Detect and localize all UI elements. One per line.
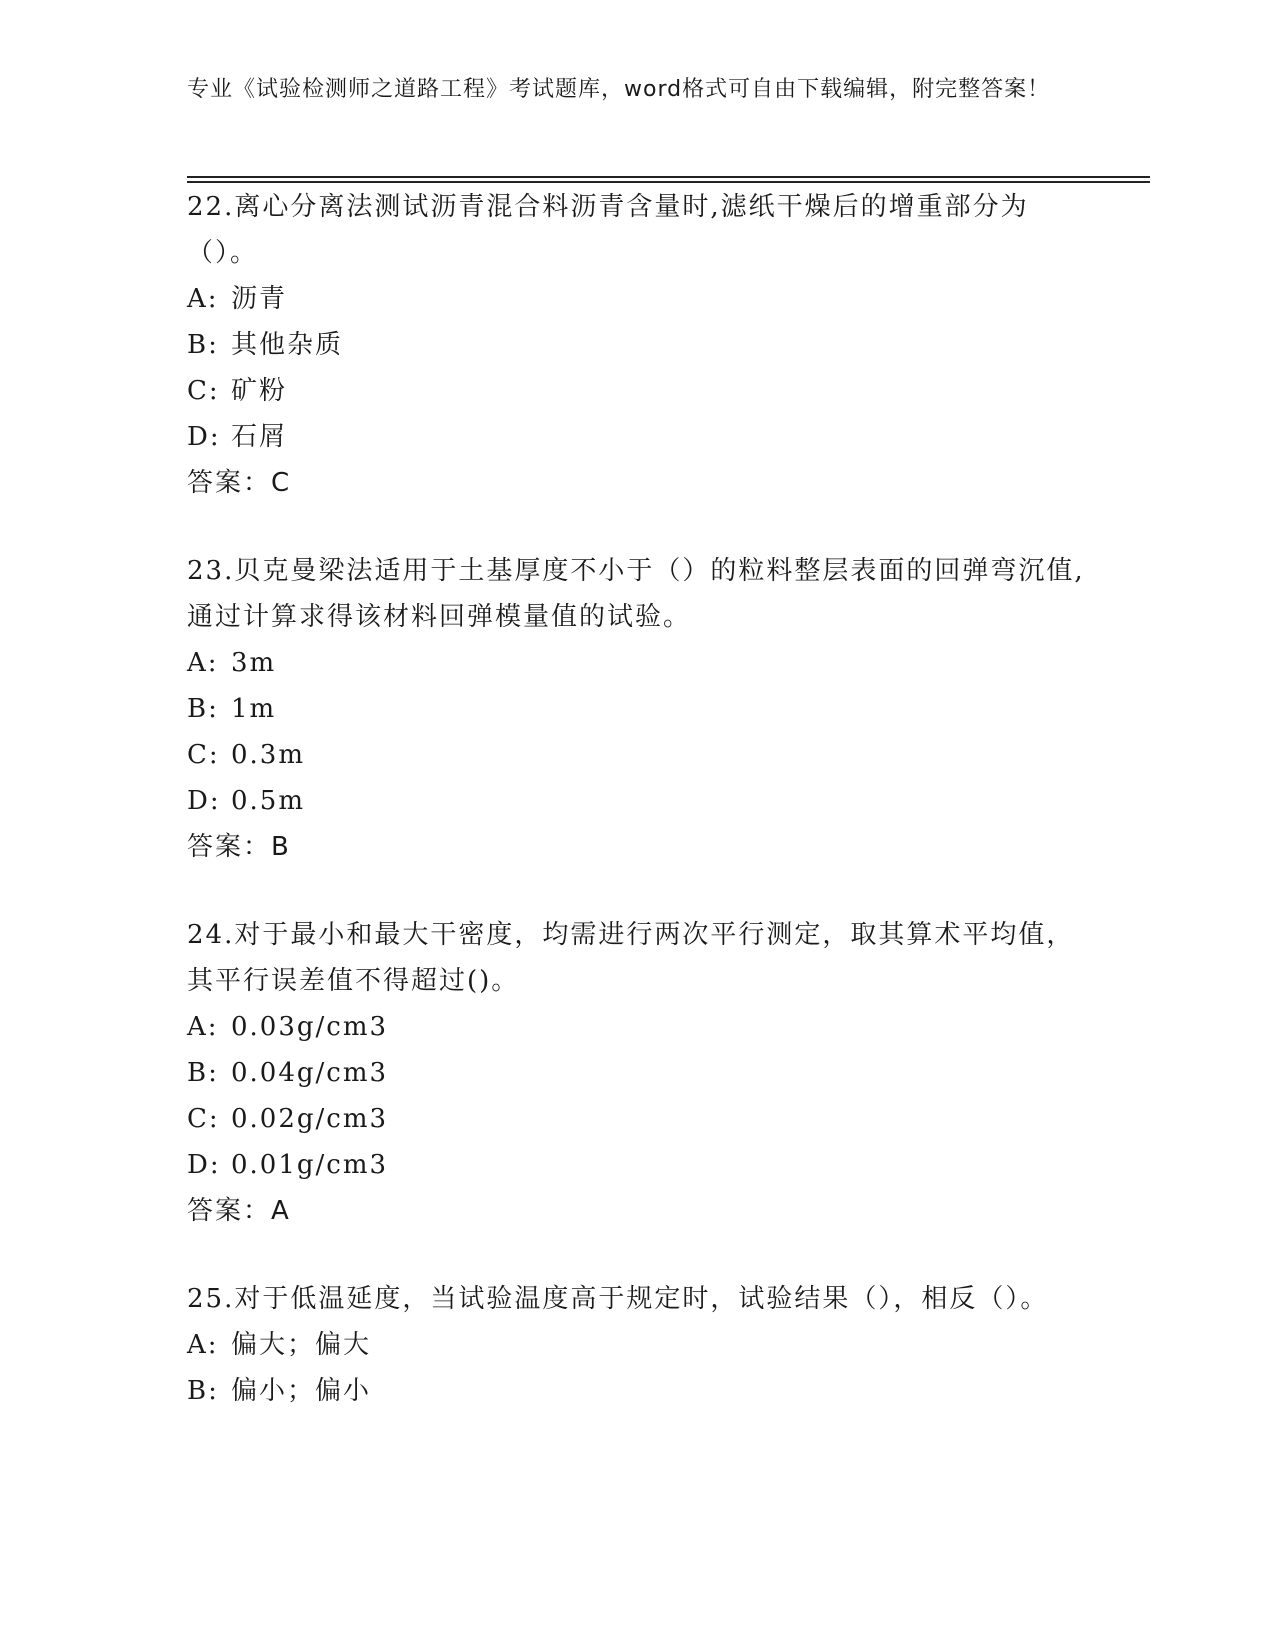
- answer: 答案：C: [187, 468, 292, 498]
- answer: 答案：B: [187, 832, 291, 862]
- option-b: [187, 1050, 1087, 1096]
- header-divider-bottom: [187, 181, 1150, 183]
- option-text: 1m: [231, 694, 277, 724]
- question-text: 25.对于低温延度，当试验温度高于规定时，试验结果（），相反（）。: [187, 1284, 1049, 1314]
- option-letter: B:: [187, 1376, 219, 1406]
- option-text: 0.04g/cm3: [231, 1058, 389, 1088]
- option-letter: C:: [187, 1104, 220, 1134]
- option-text: 0.3m: [231, 740, 306, 770]
- header-divider-top: [187, 176, 1150, 178]
- question-23: [187, 548, 1087, 870]
- option-c: [187, 1096, 1087, 1142]
- option-letter: A:: [187, 1330, 219, 1360]
- option-text: 沥青: [231, 284, 288, 314]
- option-letter: C:: [187, 376, 220, 406]
- option-b: [187, 1368, 1087, 1414]
- option-text: 0.03g/cm3: [231, 1012, 389, 1042]
- option-letter: A:: [187, 648, 219, 678]
- option-b: [187, 686, 1087, 732]
- answer: 答案：A: [187, 1196, 291, 1226]
- question-22: [187, 184, 1087, 506]
- option-letter: D:: [187, 422, 221, 452]
- option-d: [187, 778, 1087, 824]
- option-c: [187, 368, 1087, 414]
- option-a: [187, 1322, 1087, 1368]
- option-text: 其他杂质: [231, 330, 344, 360]
- question-24: [187, 912, 1087, 1234]
- option-letter: B:: [187, 694, 219, 724]
- option-b: [187, 322, 1087, 368]
- document-header: 专业《试验检测师之道路工程》考试题库，word格式可自由下载编辑，附完整答案！: [187, 77, 1051, 102]
- option-d: [187, 1142, 1087, 1188]
- option-a: [187, 1004, 1087, 1050]
- option-c: [187, 732, 1087, 778]
- option-text: 石屑: [231, 422, 288, 452]
- option-letter: A:: [187, 284, 219, 314]
- option-letter: D:: [187, 1150, 221, 1180]
- option-d: [187, 414, 1087, 460]
- option-letter: D:: [187, 786, 221, 816]
- question-text: 24.对于最小和最大干密度，均需进行两次平行测定，取其算术平均值，其平行误差值不得超过()。: [187, 920, 1075, 996]
- option-text: 偏小；偏小: [231, 1376, 372, 1406]
- option-text: 0.5m: [231, 786, 306, 816]
- option-letter: A:: [187, 1012, 219, 1042]
- option-letter: B:: [187, 1058, 219, 1088]
- question-text: 22.离心分离法测试沥青混合料沥青含量时,滤纸干燥后的增重部分为（）。: [187, 192, 1029, 268]
- option-letter: B:: [187, 330, 219, 360]
- option-text: 0.02g/cm3: [231, 1104, 389, 1134]
- option-text: 矿粉: [231, 376, 288, 406]
- option-a: [187, 640, 1087, 686]
- option-text: 0.01g/cm3: [231, 1150, 389, 1180]
- option-text: 偏大；偏大: [231, 1330, 372, 1360]
- option-letter: C:: [187, 740, 220, 770]
- question-text: 23.贝克曼梁法适用于土基厚度不小于（）的粒料整层表面的回弹弯沉值,通过计算求得该材料回弹模量值的试验。: [187, 556, 1085, 632]
- option-text: 3m: [231, 648, 277, 678]
- question-25: [187, 1276, 1087, 1414]
- option-a: [187, 276, 1087, 322]
